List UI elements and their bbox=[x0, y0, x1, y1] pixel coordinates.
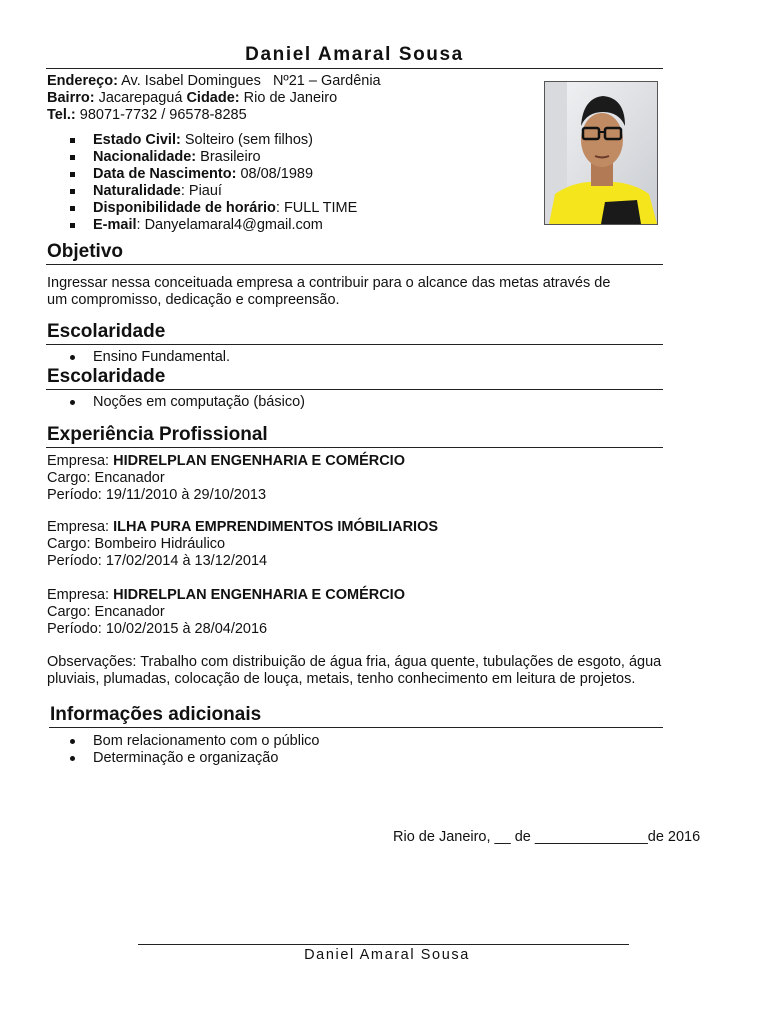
company-label: Empresa: bbox=[47, 519, 114, 535]
tel-line bbox=[47, 107, 527, 124]
job-entry bbox=[47, 587, 647, 638]
section-divider bbox=[46, 344, 663, 345]
bairro-value: Jacarepaguá bbox=[94, 90, 187, 106]
section-title-escolaridade-2: Escolaridade bbox=[47, 366, 166, 387]
job-entry bbox=[47, 519, 647, 570]
square-bullet-icon bbox=[70, 138, 75, 143]
list-item bbox=[47, 200, 357, 217]
date-line: Rio de Janeiro, __ de ______________de 2016 bbox=[393, 829, 701, 845]
candidate-name: Daniel Amaral Sousa bbox=[245, 44, 464, 65]
bullet-icon bbox=[70, 756, 75, 761]
objetivo-text bbox=[47, 275, 687, 309]
personal-info-list bbox=[47, 132, 357, 234]
personal-label: Estado Civil: bbox=[93, 132, 181, 148]
list-item-text: Noções em computação (básico) bbox=[93, 394, 305, 410]
job-company-line bbox=[47, 453, 647, 470]
job-company-line bbox=[47, 587, 647, 604]
personal-label: Disponibilidade de horário bbox=[93, 200, 276, 216]
tel-value: 98071-7732 / 96578-8285 bbox=[75, 107, 247, 123]
list-item bbox=[47, 217, 357, 234]
list-item bbox=[47, 750, 319, 767]
job-cargo: Cargo: Bombeiro Hidráulico bbox=[47, 536, 226, 552]
objetivo-line: um compromisso, dedicação e compreensão. bbox=[47, 292, 340, 308]
list-item bbox=[47, 132, 357, 149]
company-name: HIDRELPLAN ENGENHARIA E COMÉRCIO bbox=[113, 453, 405, 469]
square-bullet-icon bbox=[70, 206, 75, 211]
job-periodo: Período: 10/02/2015 à 28/04/2016 bbox=[47, 621, 268, 637]
observacoes-line: pluviais, plumadas, colocação de louça, metais, tenho conhecimento em leitura de projetos. bbox=[47, 671, 636, 687]
list-item-text: Ensino Fundamental. bbox=[93, 349, 231, 365]
section-title-escolaridade: Escolaridade bbox=[47, 321, 166, 342]
section-title-informacoes: Informações adicionais bbox=[50, 704, 262, 725]
cidade-label: Cidade: bbox=[186, 90, 240, 106]
bullet-icon bbox=[70, 739, 75, 744]
square-bullet-icon bbox=[70, 223, 75, 228]
company-name: ILHA PURA EMPRENDIMENTOS IMÓBILIARIOS bbox=[113, 519, 439, 535]
job-cargo: Cargo: Encanador bbox=[47, 470, 165, 486]
list-item-text: Bom relacionamento com o público bbox=[93, 733, 320, 749]
section-title-objetivo: Objetivo bbox=[47, 241, 124, 262]
signature-line bbox=[138, 944, 629, 945]
section-title-experiencia: Experiência Profissional bbox=[47, 424, 268, 445]
tel-label: Tel.: bbox=[47, 107, 76, 123]
bullet-icon bbox=[70, 355, 75, 360]
company-label: Empresa: bbox=[47, 453, 114, 469]
personal-value: : FULL TIME bbox=[275, 200, 358, 216]
escolaridade-list-2 bbox=[47, 394, 305, 411]
personal-value: : Piauí bbox=[180, 183, 222, 199]
observacoes-line: Observações: Trabalho com distribuição de água fria, água quente, tubulações de esgoto, água bbox=[47, 654, 662, 670]
personal-label: E-mail bbox=[93, 217, 137, 233]
objetivo-line: Ingressar nessa conceituada empresa a contribuir para o alcance das metas através de bbox=[47, 275, 611, 291]
profile-photo bbox=[544, 81, 658, 225]
observacoes-text bbox=[47, 654, 747, 688]
company-name: HIDRELPLAN ENGENHARIA E COMÉRCIO bbox=[113, 587, 405, 603]
personal-value: : Danyelamaral4@gmail.com bbox=[136, 217, 323, 233]
cidade-value: Rio de Janeiro bbox=[239, 90, 338, 106]
personal-value: Solteiro (sem filhos) bbox=[180, 132, 313, 148]
address-label: Endereço: bbox=[47, 73, 118, 89]
list-item bbox=[47, 394, 305, 411]
signature-name: Daniel Amaral Sousa bbox=[304, 947, 470, 963]
bairro-label: Bairro: bbox=[47, 90, 95, 106]
personal-label: Naturalidade bbox=[93, 183, 181, 199]
section-divider bbox=[46, 264, 663, 265]
list-item-text: Determinação e organização bbox=[93, 750, 279, 766]
square-bullet-icon bbox=[70, 189, 75, 194]
square-bullet-icon bbox=[70, 172, 75, 177]
job-company-line bbox=[47, 519, 647, 536]
job-cargo: Cargo: Encanador bbox=[47, 604, 165, 620]
bullet-icon bbox=[70, 400, 75, 405]
list-item bbox=[47, 149, 357, 166]
job-periodo: Período: 19/11/2010 à 29/10/2013 bbox=[47, 487, 267, 503]
list-item bbox=[47, 166, 357, 183]
personal-value: Brasileiro bbox=[196, 149, 261, 165]
personal-label: Data de Nascimento: bbox=[93, 166, 237, 182]
job-entry bbox=[47, 453, 647, 504]
section-divider bbox=[46, 389, 663, 390]
contact-block bbox=[47, 73, 527, 124]
adicionais-list bbox=[47, 733, 319, 767]
section-divider bbox=[46, 447, 663, 448]
personal-label: Nacionalidade: bbox=[93, 149, 197, 165]
list-item bbox=[47, 349, 230, 366]
square-bullet-icon bbox=[70, 155, 75, 160]
title-divider bbox=[46, 68, 663, 69]
bairro-line bbox=[47, 90, 527, 107]
job-periodo: Período: 17/02/2014 à 13/12/2014 bbox=[47, 553, 268, 569]
section-divider bbox=[49, 727, 663, 728]
address-value: Av. Isabel Domingues Nº21 – Gardênia bbox=[117, 73, 381, 89]
company-label: Empresa: bbox=[47, 587, 114, 603]
list-item bbox=[47, 183, 357, 200]
address-line bbox=[47, 73, 527, 90]
escolaridade-list bbox=[47, 349, 230, 366]
personal-value: 08/08/1989 bbox=[236, 166, 314, 182]
list-item bbox=[47, 733, 319, 750]
